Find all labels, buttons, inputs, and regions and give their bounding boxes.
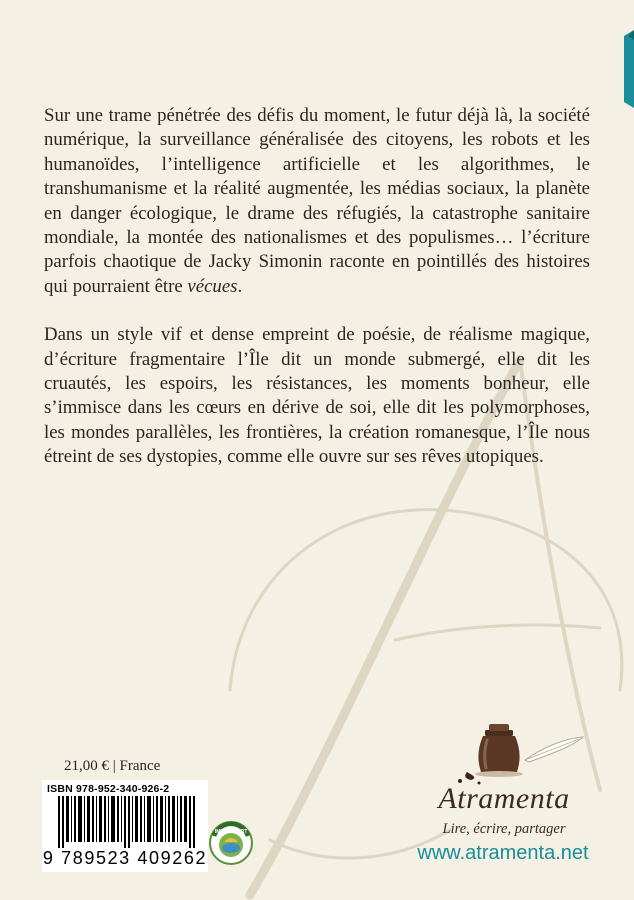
back-cover-blurb xyxy=(44,104,590,470)
publisher-website: www.atramenta.net xyxy=(417,842,589,864)
blurb-paragraph-1-end: . xyxy=(237,275,243,297)
isbn-digits: 9 789523 409262 xyxy=(42,848,208,868)
isbn-label: ISBN 978-952-340-926-2 xyxy=(47,783,170,795)
imprim-vert-logo-icon xyxy=(208,820,254,866)
corner-tab-icon xyxy=(618,30,634,108)
eco-label-text: IMPRIM'VERT xyxy=(214,829,248,835)
publisher-tagline: Lire, écrire, partager xyxy=(442,821,566,837)
blurb-paragraph-1-text: Sur une trame pénétrée des défis du moment, le futur déjà là, la société numérique, la surveillance généralisée des citoyens, les robots et les humanoïdes, l’intelligence artificielle et les algorithmes, le transhumanisme et la réalité augmentée, les médias sociaux, la planète en danger écologique, le drame des réfugiés, la catastrophe sanitaire mondiale, la montée des nationalismes et des populismes… l’écriture parfois chaotique de Jacky Simonin raconte en pointillés des histoires qui pourraient être xyxy=(44,105,590,297)
price-label: 21,00 € | France xyxy=(64,758,161,774)
blurb-emphasis: vécues xyxy=(187,275,238,297)
blurb-paragraph-2: Dans un style vif et dense empreint de poésie, de réalisme magique, d’écriture fragmentaire l’Île dit un monde submergé, elle dit les cruautés, les espoirs, les résistances, les moments bonheur, elle s’immisce dans les cœurs en dérive de soi, elle dit les polymorphoses, les mondes parallèles, les frontières, la création romanesque, l’Île nous étreint de ses dystopies, comme elle ouvre sur ses rêves utopiques. xyxy=(44,324,590,468)
blurb-paragraph-1 xyxy=(44,104,590,299)
isbn-barcode xyxy=(42,780,208,872)
publisher-name: Atramenta xyxy=(438,782,570,815)
barcode-bars-icon xyxy=(46,796,204,848)
inkwell-quill-icon xyxy=(455,720,585,788)
